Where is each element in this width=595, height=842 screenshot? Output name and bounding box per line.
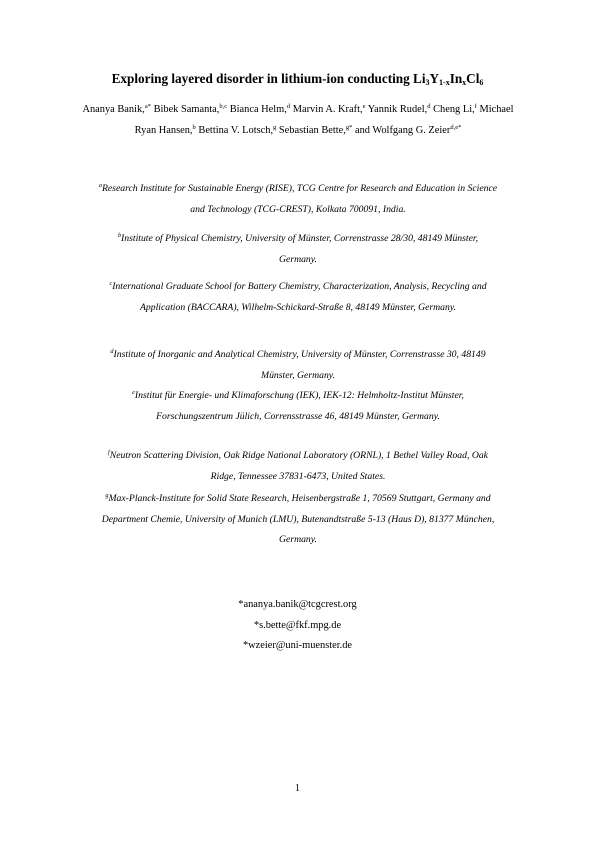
- affiliation-b: $^b$Institute of Physical Chemistry, University of Münster, Correnstrasse 28/30, 48149 Münster, Germany.: [117, 232, 479, 265]
- email-address: *ananya.banik@tcgcrest.org: [238, 599, 357, 610]
- email-address: *s.bette@fkf.mpg.de: [253, 619, 342, 631]
- author-list: [82, 100, 514, 141]
- affiliation-c: $^c$International Graduate School for Battery Chemistry, Characterization, Analysis, Recycling and Application (BACCARA), Wilhelm-Schickard-Straße 8, 48149 Münster, Germany.: [109, 280, 487, 313]
- author: Marvin A. Kraft,$^e$: [292, 103, 366, 115]
- author: Bianca Helm,$^d$: [229, 103, 291, 115]
- author: Cheng Li,$^f$: [433, 103, 477, 115]
- paper-title: Exploring layered disorder in lithium-ion conducting $Li_3Y_{1-x}In_xCl_6$: [111, 71, 484, 87]
- affiliation-a: $^a$Research Institute for Sustainable Energy (RISE), TCG Centre for Research and Education in Science and Technology (TCG-CREST), Kolkata 700091, India.: [98, 182, 498, 215]
- author: Yannik Rudel,$^d$: [367, 103, 431, 115]
- author: and Wolfgang G. Zeier$^{d,e*}$: [354, 123, 462, 136]
- author: Ananya Banik,$^{a*}$: [82, 103, 151, 115]
- author: Bibek Samanta,$^{b,c}$: [153, 103, 228, 115]
- author: Michael Ryan Hansen,$^b$: [134, 104, 514, 136]
- author: Bettina V. Lotsch,$^g$: [198, 123, 277, 136]
- email-address: *wzeier@uni-muenster.de: [242, 640, 353, 651]
- affiliation-e: $^e$Institut für Energie- und Klimaforschung (IEK), IEK-12: Helmholtz-Institut Münster, Forschungszentrum Jülich, Corrensstrasse 46, 48149 Münster, Germany.: [132, 389, 464, 422]
- page-number: 1: [294, 783, 301, 794]
- affiliation-f: $^f$Neutron Scattering Division, Oak Ridge National Laboratory (ORNL), 1 Bethel Valley Road, Oak Ridge, Tennessee 37831-6473, United States.: [108, 449, 488, 482]
- affiliation-g: $^g$Max-Planck-Institute for Solid State Research, Heisenbergstraße 1, 70569 Stuttgart, Germany and Department Chemie, University of Munich (LMU), Butenandtstraße 5-13 (Haus D), 81377 München, Germany.: [101, 492, 495, 545]
- affiliation-d: $^d$Institute of Inorganic and Analytical Chemistry, University of Münster, Correnstrasse 30, 48149 Münster, Germany.: [110, 348, 486, 381]
- author: Sebastian Bette,$^{g*}$: [278, 123, 353, 136]
- corresponding-emails: [0, 595, 595, 657]
